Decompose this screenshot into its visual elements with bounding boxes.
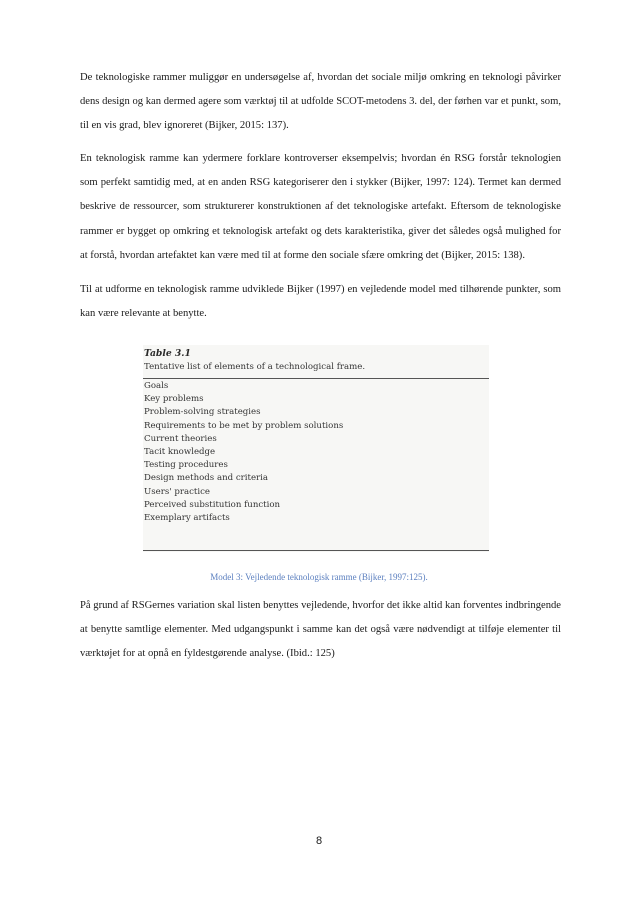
table-figure-image — [143, 345, 489, 552]
figure-caption: Model 3: Vejledende teknologisk ramme (Bijker, 1997:125). — [210, 572, 428, 582]
list-item: Key problems — [144, 394, 204, 405]
list-item: Users' practice — [144, 486, 210, 497]
list-item: Perceived substitution function — [144, 499, 281, 510]
paragraph-controversies: En teknologisk ramme kan ydermere forklare kontroverser eksempelvis; hvordan én RSG forstår teknologien som perfekt samtidig med, at en anden RSG kategoriserer den i stykker (Bijker, 1997: 124). Termet kan dermed beskrive de ressourcer, som strukturerer konstruktionen af det teknologiske artefakt. Eftersom de teknologiske rammer er bygget op omkring et teknologisk artefakt og dets karakteristika, giver det således også mulighed for at forstå, hvordan artefaktet kan være med til at forme den sociale sfære omkring det (Bijker, 2015: 138). — [80, 153, 561, 261]
figure-element-list — [144, 380, 343, 525]
figure-table-title: Table 3.1 — [144, 348, 191, 359]
list-item: Current theories — [144, 433, 217, 444]
paragraph-guiding-model: Til at udforme en teknologisk ramme udviklede Bijker (1997) en vejledende model med tilhørende punkter, som kan være relevante at benytte. — [80, 284, 561, 320]
paragraph-technological-frames-intro: De teknologiske rammer muliggør en undersøgelse af, hvordan det sociale miljø omkring en teknologi påvirker dens design og kan dermed agere som værktøj til at udfolde SCOT-metodens 3. del, der førhen var et punkt, som, til en vis grad, blev ignoreret (Bijker, 2015: 137). — [80, 72, 561, 132]
figure-table-subtitle: Tentative list of elements of a technological frame. — [144, 362, 366, 372]
list-item: Tacit knowledge — [144, 446, 216, 457]
list-item: Requirements to be met by problem solutions — [144, 420, 344, 431]
list-item: Design methods and criteria — [144, 473, 269, 484]
paragraph-rsg-variation: På grund af RSGernes variation skal listen benyttes vejledende, hvorfor det ikke altid kan forventes indbringende at benytte samtlige elementer. Med udgangspunkt i samme kan det også være nødvendigt at tilføje elementer til værktøjet for at opnå en fyldestgørende analyse. (Ibid.: 125) — [80, 600, 561, 660]
list-item: Exemplary artifacts — [144, 512, 230, 523]
list-item: Problem-solving strategies — [144, 407, 261, 418]
page-number: 8 — [315, 835, 323, 847]
list-item: Goals — [144, 381, 169, 391]
figure-bottom-rule — [143, 550, 489, 551]
list-item: Testing procedures — [144, 460, 228, 471]
figure-top-rule — [143, 378, 489, 379]
